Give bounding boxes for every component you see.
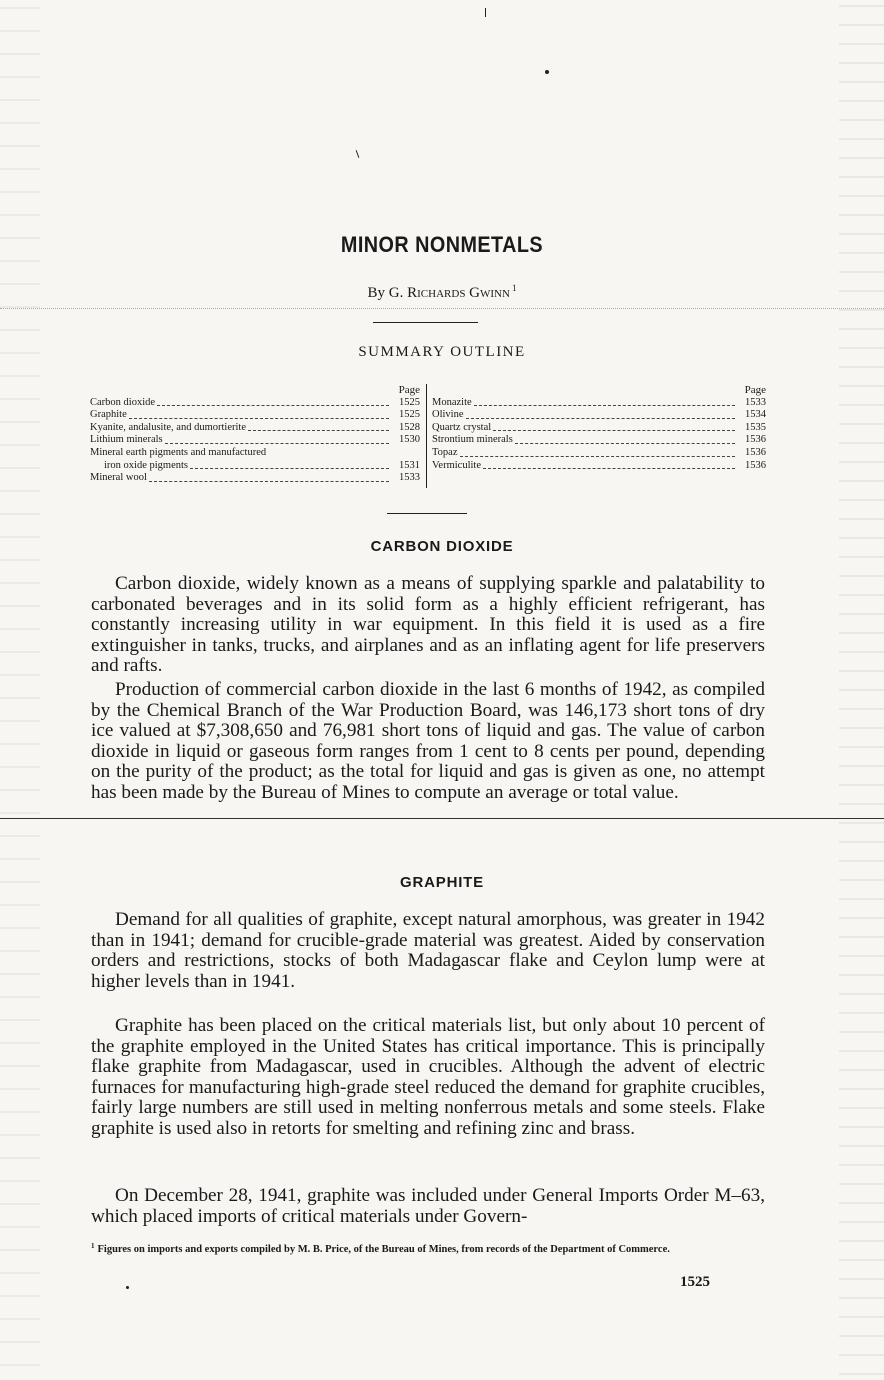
footnote <box>91 1240 765 1256</box>
footnote-mark: 1 <box>91 1242 95 1250</box>
toc-entry: Mineral earth pigments and manufactured <box>90 446 267 458</box>
toc-entry: Quartz crystal 1535 <box>432 421 766 433</box>
footnote-text: Figures on imports and exports compiled by M. B. Price, of the Bureau of Mines, from records of the Department of Commerce. <box>97 1244 670 1255</box>
section-rule <box>387 513 467 514</box>
byline-footnote-mark: 1 <box>511 283 517 293</box>
carbon-dioxide-heading: CARBON DIOXIDE <box>370 538 514 555</box>
byline-prefix: By G. <box>367 285 404 301</box>
toc-entry: Lithium minerals 1530 <box>90 434 420 446</box>
toc-entry: Graphite 1525 <box>90 409 420 421</box>
scan-horizontal-line <box>0 818 884 819</box>
toc-entry: Olivine 1534 <box>432 409 766 421</box>
scan-speck <box>356 150 360 158</box>
toc-entry: Monazite 1533 <box>432 396 766 408</box>
title-rule <box>373 322 478 323</box>
toc-entry: Mineral wool 1533 <box>90 472 420 484</box>
page-number: 1525 <box>680 1274 710 1290</box>
carbon-dioxide-paragraph-2: Production of commercial carbon dioxide in the last 6 months of 1942, as compiled by the Chemical Branch of the War Production Board, was 146,173 short tons of dry ice valued at $7,308,650 and 76,981 short tons of liquid and gas. The value of carbon dioxide in liquid or gaseous form ranges from 1 cent to 8 cents per pound, depending on the purity of the product; as the total for liquid and gas is given as one, no attempt has been made by the Bureau of Mines to compute an average or total value. <box>91 679 765 803</box>
summary-outline-left-column <box>90 384 420 485</box>
author-name: Richards Gwinn <box>407 285 510 301</box>
graphite-paragraph-2: Graphite has been placed on the critical materials list, but only about 10 percent of the graphite employed in the United States has critical importance. This is principally flake graphite from Madagascar, used in crucibles. Although the advent of electric furnaces for manufacturing high-grade steel reduced the demand for graphite crucibles, fairly large numbers are still used in melting nonferrous metals and some steels. Flake graphite is used also in retorts for smelting and refining zinc and brass. <box>91 1015 765 1139</box>
toc-column-divider <box>426 384 427 488</box>
scan-speck <box>485 8 486 17</box>
toc-page-header: Page <box>398 384 420 396</box>
carbon-dioxide-paragraph-1: Carbon dioxide, widely known as a means of supplying sparkle and palatability to carbonated beverages and in its solid form as a highly efficient refrigerant, has constantly increasing utility in war equipment. In this field it is used as a fire extinguisher in tanks, trucks, and airplanes and as an inflating agent for life preservers and rafts. <box>91 573 765 676</box>
scan-speck <box>126 1286 129 1289</box>
left-edge-scan-noise <box>0 0 40 1380</box>
toc-entry: Strontium minerals 1536 <box>432 434 766 446</box>
right-edge-scan-noise <box>839 0 884 1380</box>
toc-entry: Kyanite, andalusite, and dumortierite 1528 <box>90 421 420 433</box>
summary-outline-heading: SUMMARY OUTLINE <box>358 344 526 360</box>
summary-outline-right-column <box>432 384 766 472</box>
page-title: MINOR NONMETALS <box>340 232 544 257</box>
scan-speck <box>545 70 549 74</box>
toc-entry: Topaz 1536 <box>432 446 766 458</box>
graphite-paragraph-1: Demand for all qualities of graphite, except natural amorphous, was greater in 1942 than in 1941; demand for crucible-grade material was greatest. Aided by conservation orders and restrictions, stocks of both Madagascar flake and Ceylon lump were at higher levels than in 1941. <box>91 909 765 992</box>
byline <box>0 283 884 302</box>
toc-entry: Vermiculite 1536 <box>432 459 766 471</box>
toc-page-header: Page <box>744 384 766 396</box>
toc-entry: iron oxide pigments 1531 <box>104 459 420 471</box>
toc-entry: Carbon dioxide 1525 <box>90 396 420 408</box>
graphite-paragraph-3: On December 28, 1941, graphite was included under General Imports Order M–63, which placed imports of critical materials under Govern- <box>91 1185 765 1227</box>
graphite-heading: GRAPHITE <box>400 874 484 891</box>
scan-line <box>0 308 884 309</box>
